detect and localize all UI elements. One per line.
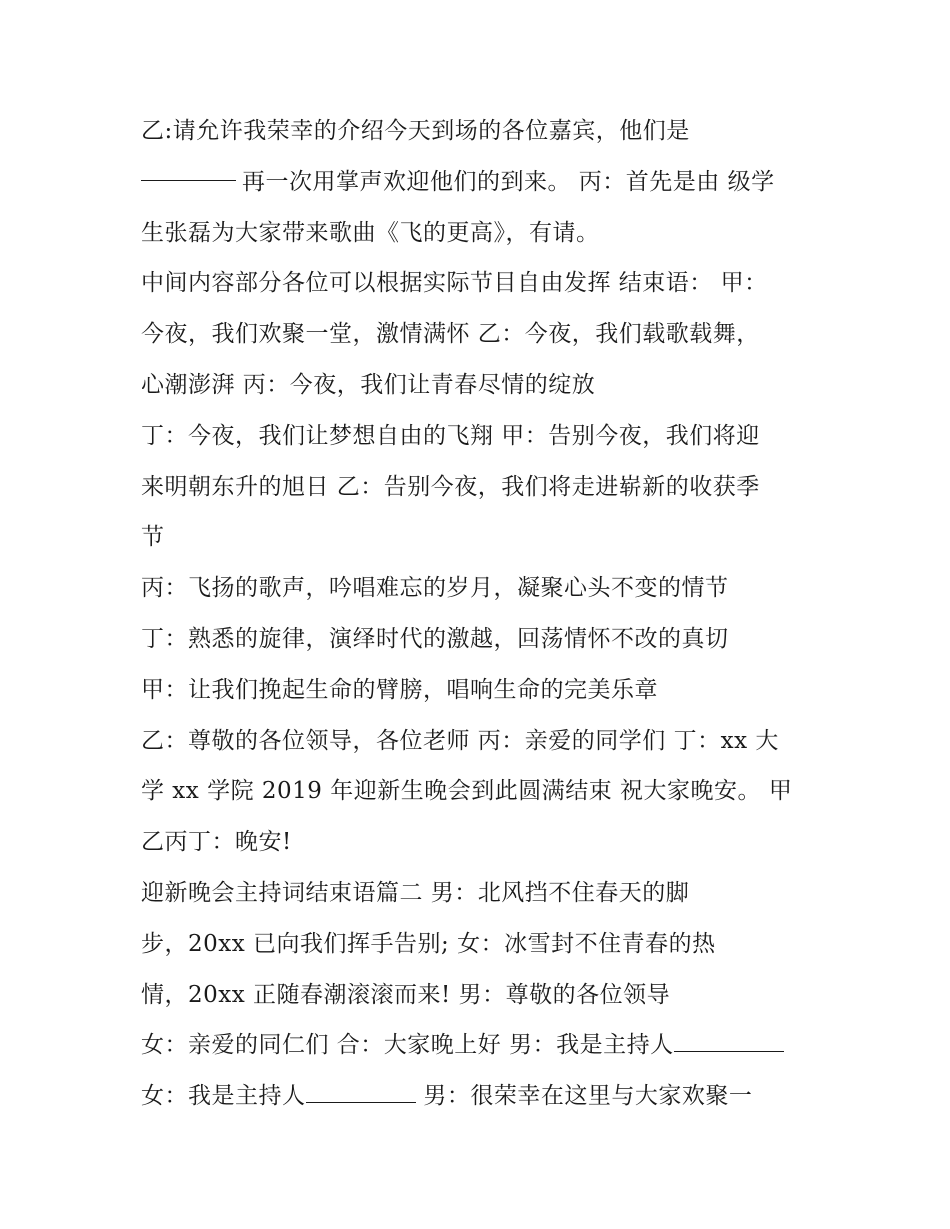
text-line: 迎新晚会主持词结束语篇二 男：北风挡不住春天的脚 xyxy=(141,879,690,906)
text-line: 乙丙丁：晚安! xyxy=(141,829,292,856)
text-segment: 男：很荣幸在这里与大家欢聚一 xyxy=(423,1083,753,1110)
text-line: 甲：让我们挽起生命的臂膀，唱响生命的完美乐章 xyxy=(141,676,658,703)
text-line: 生张磊为大家带来歌曲《飞的更高》，有请。 xyxy=(141,219,600,246)
blank-line xyxy=(141,180,236,181)
text-line: 心潮澎湃 丙：今夜，我们让青春尽情的绽放 xyxy=(141,371,596,398)
text-line: 丁：熟悉的旋律，演绎时代的激越，回荡情怀不改的真切 xyxy=(141,625,729,652)
text-line: 乙：尊敬的各位领导，各位老师 丙：亲爱的同学们 丁：xx 大 xyxy=(141,727,779,754)
text-line: 中间内容部分各位可以根据实际节目自由发挥 结束语： 甲： xyxy=(141,270,768,297)
text-line: 乙:请允许我荣幸的介绍今天到场的各位嘉宾，他们是 xyxy=(141,118,690,144)
text-line: 今夜，我们欢聚一堂，激情满怀 乙：今夜，我们载歌载舞， xyxy=(141,321,760,348)
text-segment: 再一次用掌声欢迎他们的到来。 丙：首先是由 级学 xyxy=(242,168,775,195)
text-line xyxy=(141,160,831,211)
text-line: 来明朝东升的旭日 乙：告别今夜，我们将走进崭新的收获季 xyxy=(141,473,760,500)
text-line: 学 xx 学院 2019 年迎新生晚会到此圆满结束 祝大家晚安。 甲 xyxy=(141,778,793,805)
text-line: 丙：飞扬的歌声，吟唱难忘的岁月，凝聚心头不变的情节 xyxy=(141,575,729,602)
blank-line xyxy=(306,1101,416,1103)
text-segment: 女：亲爱的同仁们 合：大家晚上好 男：我是主持人 xyxy=(141,1032,674,1059)
text-line xyxy=(141,1074,831,1125)
blank-line xyxy=(674,1050,784,1052)
text-line: 丁：今夜，我们让梦想自由的飞翔 甲：告别今夜，我们将迎 xyxy=(141,422,760,449)
text-line xyxy=(141,1023,831,1074)
document-body xyxy=(141,109,831,1125)
text-line: 步，20xx 已向我们挥手告别; 女：冰雪封不住青春的热 xyxy=(141,930,716,957)
text-line: 情，20xx 正随春潮滚滚而来! 男：尊敬的各位领导 xyxy=(141,981,671,1008)
text-line: 节 xyxy=(141,524,165,551)
text-segment: 女：我是主持人 xyxy=(141,1083,306,1110)
